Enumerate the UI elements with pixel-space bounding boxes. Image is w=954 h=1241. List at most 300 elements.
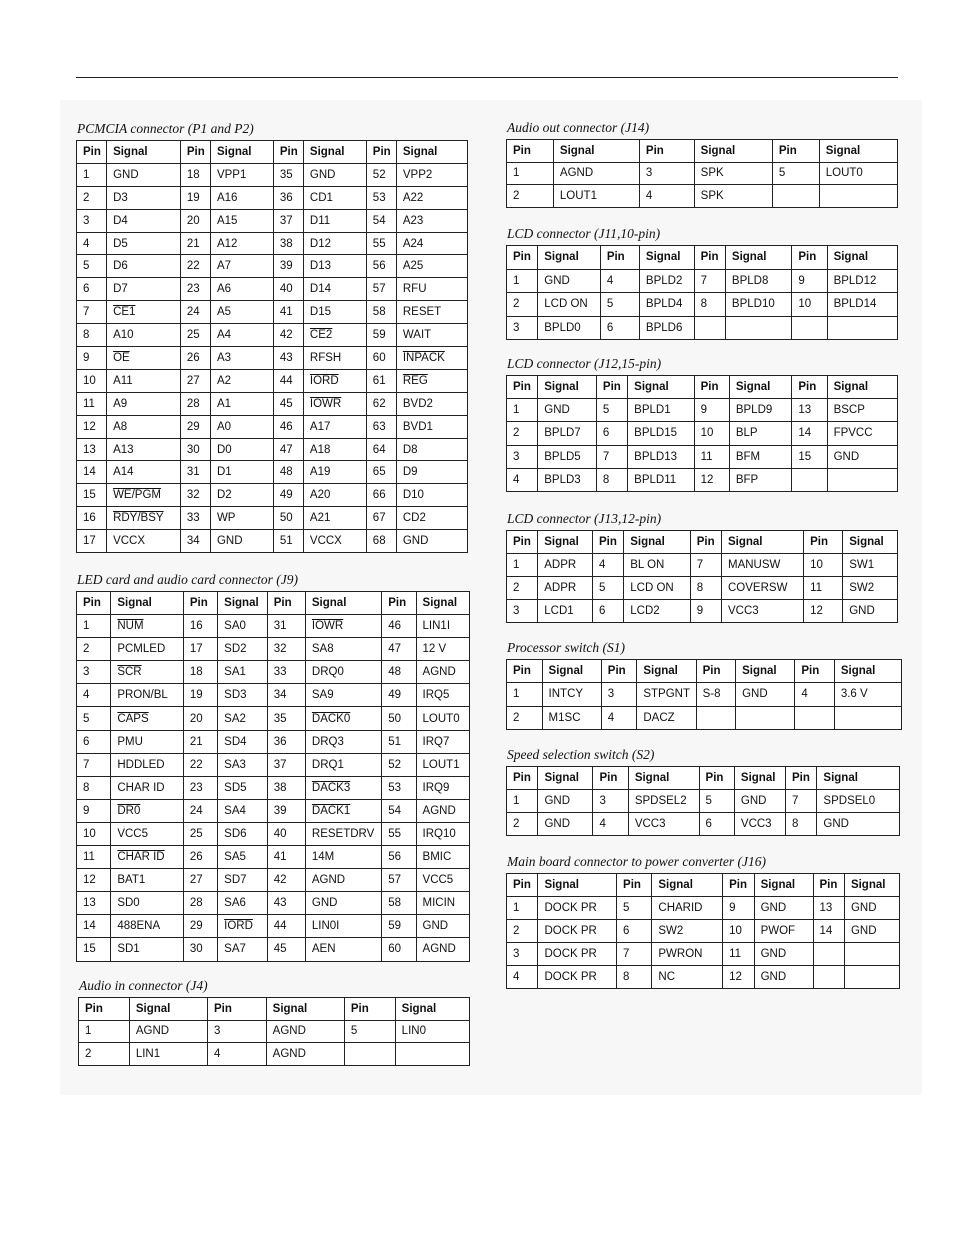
table-row	[507, 813, 900, 836]
signal-cell: PRON/BL	[111, 684, 184, 707]
signal-cell: SA3	[218, 753, 268, 776]
table-row	[77, 822, 470, 845]
pin-header: Pin	[639, 140, 694, 163]
signal-cell: A12	[210, 232, 273, 255]
pin-cell: 12	[804, 600, 843, 623]
pin-cell: 19	[183, 684, 217, 707]
pin-cell: 7	[596, 445, 627, 468]
pin-header: Pin	[795, 660, 835, 683]
signal-cell: A11	[107, 369, 181, 392]
pin-cell: 3	[639, 162, 694, 185]
table-row	[507, 445, 898, 468]
signal-cell: CHAR ID	[111, 846, 184, 869]
signal-cell: LOUT1	[416, 753, 469, 776]
pin-cell: 1	[507, 162, 554, 185]
signal-cell: M1SC	[542, 706, 601, 729]
table-row	[507, 600, 898, 623]
pin-header: Pin	[772, 140, 819, 163]
signal-cell: CD2	[396, 507, 467, 530]
lcd15-table	[506, 375, 898, 492]
pin-cell: 1	[507, 269, 538, 293]
table-row	[77, 278, 468, 301]
table-row	[507, 185, 898, 208]
signal-cell: BFM	[729, 445, 792, 468]
pin-cell: 3	[507, 943, 538, 966]
table-row	[507, 162, 898, 185]
signal-cell: DOCK PR	[538, 943, 617, 966]
pin-cell: 18	[183, 661, 217, 684]
pin-cell: 8	[596, 468, 627, 491]
pin-cell: 4	[795, 683, 835, 706]
signal-cell: CE2	[303, 324, 366, 347]
signal-cell: VCC5	[416, 869, 469, 892]
table-row	[77, 684, 470, 707]
signal-cell: A10	[107, 324, 181, 347]
signal-header: Signal	[754, 874, 813, 897]
signal-cell: A22	[396, 186, 467, 209]
pin-cell: 2	[507, 185, 554, 208]
signal-cell: GND	[734, 790, 785, 813]
signal-header: Signal	[538, 874, 617, 897]
pin-cell: 46	[382, 615, 416, 638]
signal-cell: IRQ10	[416, 822, 469, 845]
signal-cell: SD0	[111, 892, 184, 915]
pin-cell: 5	[600, 293, 639, 317]
pin-cell: 50	[382, 707, 416, 730]
signal-header: Signal	[129, 998, 207, 1021]
pin-cell: 31	[267, 615, 305, 638]
signal-cell: 14M	[305, 846, 381, 869]
pin-cell: 20	[183, 707, 217, 730]
signal-cell: BAT1	[111, 869, 184, 892]
pin-cell: 57	[366, 278, 396, 301]
pin-header: Pin	[804, 531, 843, 554]
pin-cell: 1	[507, 554, 538, 577]
pin-cell: 4	[507, 966, 538, 989]
signal-cell: BPLD7	[538, 422, 597, 445]
signal-header: Signal	[827, 376, 897, 399]
table-row	[507, 554, 898, 577]
signal-header: Signal	[210, 141, 273, 164]
signal-cell: SA8	[305, 638, 381, 661]
pin-cell: 67	[366, 507, 396, 530]
proc-caption: Processor switch (S1)	[507, 640, 625, 655]
signal-cell: A8	[107, 415, 181, 438]
led-section	[76, 571, 470, 962]
pin-cell: 2	[507, 813, 538, 836]
lcd12-section	[506, 510, 898, 623]
pin-cell: 47	[382, 638, 416, 661]
signal-cell: D9	[396, 461, 467, 484]
pin-cell: 16	[77, 507, 107, 530]
pin-cell: 1	[507, 790, 538, 813]
signal-cell: AGND	[266, 1020, 344, 1043]
pin-header: Pin	[366, 141, 396, 164]
signal-cell: SD7	[218, 869, 268, 892]
signal-cell: SA4	[218, 799, 268, 822]
signal-cell: $\overline{OE}$	[107, 347, 181, 370]
signal-cell: IOWR	[305, 615, 381, 638]
pin-cell: 9	[77, 799, 111, 822]
signal-cell: BL ON	[624, 554, 690, 577]
header-row	[507, 660, 902, 683]
signal-cell: MICIN	[416, 892, 469, 915]
pin-cell: 19	[180, 186, 210, 209]
pin-cell: 3	[601, 683, 637, 706]
pin-cell	[694, 316, 725, 340]
signal-cell: A2	[210, 369, 273, 392]
signal-cell: IORD	[303, 369, 366, 392]
signal-cell: FPVCC	[827, 422, 897, 445]
pin-cell: 6	[600, 316, 639, 340]
signal-cell: STPGNT	[637, 683, 696, 706]
table-row	[77, 324, 468, 347]
pin-cell: 3	[208, 1020, 267, 1043]
lcd10-caption: LCD connector (J11,10-pin)	[507, 226, 661, 241]
speed-table	[506, 766, 900, 836]
pin-cell: 60	[366, 347, 396, 370]
pin-cell: 34	[180, 530, 210, 553]
signal-cell	[395, 1043, 469, 1066]
pin-cell: 4	[593, 813, 628, 836]
signal-cell: GND	[396, 530, 467, 553]
pin-cell: 34	[267, 684, 305, 707]
signal-cell: IORD	[218, 915, 268, 938]
signal-header: Signal	[218, 592, 268, 615]
pin-cell	[792, 316, 827, 340]
pin-cell: 2	[507, 293, 538, 317]
pin-header: Pin	[267, 592, 305, 615]
pin-cell: 44	[267, 915, 305, 938]
pin-cell: 4	[601, 706, 637, 729]
signal-cell: GND	[538, 399, 597, 422]
signal-cell: IRQ5	[416, 684, 469, 707]
signal-cell: LCD ON	[538, 293, 601, 317]
table-row	[77, 163, 468, 186]
signal-cell: $\overline{NUM}$	[111, 615, 184, 638]
audio-out-caption: Audio out connector (J14)	[507, 120, 650, 135]
pin-cell: 45	[267, 938, 305, 961]
signal-cell: AGND	[416, 938, 469, 961]
signal-cell: BPLD4	[639, 293, 694, 317]
signal-header: Signal	[628, 767, 699, 790]
pin-header: Pin	[617, 874, 652, 897]
table-row	[79, 1020, 470, 1043]
pin-cell: 5	[699, 790, 734, 813]
signal-cell: SW2	[843, 577, 898, 600]
pin-cell: 8	[785, 813, 816, 836]
signal-cell: NC	[652, 966, 723, 989]
pin-cell: 37	[267, 753, 305, 776]
pin-header: Pin	[507, 246, 538, 270]
signal-cell: PWRON	[652, 943, 723, 966]
pin-cell: 55	[382, 822, 416, 845]
signal-cell: SA1	[218, 661, 268, 684]
table-row	[507, 293, 898, 317]
signal-cell: 12 V	[416, 638, 469, 661]
signal-cell: AGND	[416, 661, 469, 684]
signal-cell: DOCK PR	[538, 920, 617, 943]
pin-cell: 3	[77, 209, 107, 232]
pin-cell: 9	[694, 399, 729, 422]
signal-header: Signal	[827, 246, 897, 270]
pin-cell: 24	[180, 301, 210, 324]
table-row	[77, 301, 468, 324]
pin-cell: 66	[366, 484, 396, 507]
signal-cell: SPK	[694, 185, 772, 208]
signal-cell: LOUT0	[416, 707, 469, 730]
pcmcia-table	[76, 140, 468, 553]
pin-header: Pin	[507, 660, 543, 683]
pin-cell: 42	[267, 869, 305, 892]
signal-cell: DACZ	[637, 706, 696, 729]
table-row	[507, 468, 898, 491]
pin-cell: 51	[273, 530, 303, 553]
pin-cell: 27	[183, 869, 217, 892]
signal-cell: LOUT1	[553, 185, 639, 208]
audio-out-table	[506, 139, 898, 208]
table-row	[507, 897, 900, 920]
table-row	[77, 915, 470, 938]
signal-header: Signal	[722, 531, 804, 554]
signal-cell: CAPS	[111, 707, 184, 730]
signal-header: Signal	[624, 531, 690, 554]
audio-in-caption: Audio in connector (J4)	[79, 978, 208, 993]
pcmcia-section	[76, 120, 468, 553]
pin-cell: 24	[183, 799, 217, 822]
header-row	[507, 531, 898, 554]
signal-cell: A15	[210, 209, 273, 232]
table-row	[507, 316, 898, 340]
pin-cell: 9	[723, 897, 754, 920]
table-row	[77, 438, 468, 461]
pin-cell: 22	[183, 753, 217, 776]
signal-cell: SA6	[218, 892, 268, 915]
signal-cell: A19	[303, 461, 366, 484]
signal-cell: GND	[817, 813, 900, 836]
pin-cell: 2	[79, 1043, 130, 1066]
pin-cell: 8	[77, 776, 111, 799]
signal-cell: $\overline{REG}$	[396, 369, 467, 392]
pin-header: Pin	[507, 531, 538, 554]
pin-cell: 3	[507, 316, 538, 340]
pin-cell: 2	[77, 638, 111, 661]
table-row	[77, 369, 468, 392]
header-row	[507, 874, 900, 897]
signal-cell: WAIT	[396, 324, 467, 347]
pin-cell: 10	[77, 369, 107, 392]
signal-cell: $\overline{SCR}$	[111, 661, 184, 684]
signal-cell: A14	[107, 461, 181, 484]
signal-cell: A6	[210, 278, 273, 301]
signal-cell: BPLD2	[639, 269, 694, 293]
signal-cell: BMIC	[416, 846, 469, 869]
signal-cell: INTCY	[542, 683, 601, 706]
pin-cell: 39	[273, 255, 303, 278]
pin-cell: 54	[382, 799, 416, 822]
speed-caption: Speed selection switch (S2)	[507, 747, 655, 762]
pin-header: Pin	[785, 767, 816, 790]
pin-header: Pin	[699, 767, 734, 790]
pin-cell: 59	[382, 915, 416, 938]
pin-cell: 31	[180, 461, 210, 484]
pin-cell: 65	[366, 461, 396, 484]
pin-cell: 64	[366, 438, 396, 461]
signal-cell: VCC3	[628, 813, 699, 836]
pin-cell: 2	[507, 920, 538, 943]
pin-cell: 18	[180, 163, 210, 186]
signal-header: Signal	[639, 246, 694, 270]
pin-cell: 36	[273, 186, 303, 209]
table-row	[77, 415, 468, 438]
pin-cell: 52	[366, 163, 396, 186]
pin-cell: 9	[690, 600, 721, 623]
signal-cell: D15	[303, 301, 366, 324]
audio-out-section	[506, 119, 898, 208]
signal-cell: SPDSEL2	[628, 790, 699, 813]
pin-cell: 33	[267, 661, 305, 684]
signal-cell: SD6	[218, 822, 268, 845]
pin-cell: 53	[382, 776, 416, 799]
pin-cell: 57	[382, 869, 416, 892]
audio-in-section	[78, 977, 470, 1066]
pin-cell: 5	[772, 162, 819, 185]
pin-cell: 1	[77, 615, 111, 638]
signal-cell: BPLD0	[538, 316, 601, 340]
pin-cell: 3	[593, 790, 628, 813]
pin-header: Pin	[507, 376, 538, 399]
signal-cell: PMU	[111, 730, 184, 753]
pin-cell: 20	[180, 209, 210, 232]
signal-cell: A13	[107, 438, 181, 461]
signal-cell: GND	[754, 897, 813, 920]
signal-cell: DOCK PR	[538, 897, 617, 920]
table-row	[507, 399, 898, 422]
signal-header: Signal	[538, 531, 593, 554]
signal-cell: 3.6 V	[834, 683, 901, 706]
pin-cell: 13	[813, 897, 844, 920]
signal-header: Signal	[266, 998, 344, 1021]
pin-cell: S-8	[696, 683, 736, 706]
signal-cell: GND	[736, 683, 795, 706]
signal-cell: SD5	[218, 776, 268, 799]
table-row	[507, 577, 898, 600]
pin-cell: 14	[77, 915, 111, 938]
pin-cell	[344, 1043, 395, 1066]
signal-cell: BLP	[729, 422, 792, 445]
main-caption: Main board connector to power converter (J16)	[507, 854, 766, 869]
signal-cell: AGND	[305, 869, 381, 892]
table-row	[77, 484, 468, 507]
signal-cell: D6	[107, 255, 181, 278]
pin-header: Pin	[507, 140, 554, 163]
pin-cell	[792, 468, 827, 491]
pin-cell: 6	[699, 813, 734, 836]
pin-cell: 41	[267, 846, 305, 869]
pin-header: Pin	[208, 998, 267, 1021]
signal-cell	[834, 706, 901, 729]
table-row	[507, 920, 900, 943]
signal-cell: SD3	[218, 684, 268, 707]
signal-cell: D7	[107, 278, 181, 301]
pin-cell: 35	[273, 163, 303, 186]
pin-cell: 13	[792, 399, 827, 422]
pin-cell: 10	[804, 554, 843, 577]
pin-cell: 61	[366, 369, 396, 392]
header-row	[507, 376, 898, 399]
signal-cell: DACK0	[305, 707, 381, 730]
pin-cell: 5	[596, 399, 627, 422]
pin-cell: 5	[344, 1020, 395, 1043]
pin-cell: 56	[366, 255, 396, 278]
pin-header: Pin	[382, 592, 416, 615]
table-row	[77, 753, 470, 776]
main-table	[506, 873, 900, 989]
signal-header: Signal	[628, 376, 694, 399]
pin-cell: 7	[785, 790, 816, 813]
signal-cell: BPLD6	[639, 316, 694, 340]
signal-cell: RESETDRV	[305, 822, 381, 845]
signal-cell: LCD2	[624, 600, 690, 623]
signal-cell: LIN1I	[416, 615, 469, 638]
pin-cell: 48	[382, 661, 416, 684]
pin-cell: 6	[77, 278, 107, 301]
speed-section	[506, 746, 900, 836]
signal-cell: D5	[107, 232, 181, 255]
signal-header: Signal	[637, 660, 696, 683]
pin-header: Pin	[593, 531, 624, 554]
table-row	[77, 392, 468, 415]
pin-header: Pin	[183, 592, 217, 615]
pin-cell: 45	[273, 392, 303, 415]
table-row	[77, 530, 468, 553]
signal-header: Signal	[694, 140, 772, 163]
signal-cell: SD2	[218, 638, 268, 661]
pin-cell: 53	[366, 186, 396, 209]
signal-cell: SA9	[305, 684, 381, 707]
pin-cell: 28	[180, 392, 210, 415]
signal-cell: GND	[844, 897, 899, 920]
pin-cell: 6	[596, 422, 627, 445]
pin-cell: 10	[723, 920, 754, 943]
pin-cell: 50	[273, 507, 303, 530]
pin-cell: 7	[77, 753, 111, 776]
audio-in-table	[78, 997, 470, 1066]
signal-cell: CD1	[303, 186, 366, 209]
pin-cell: 40	[273, 278, 303, 301]
signal-cell: DACK1	[305, 799, 381, 822]
signal-cell: BPLD3	[538, 468, 597, 491]
signal-header: Signal	[736, 660, 795, 683]
pin-cell: 4	[77, 232, 107, 255]
signal-cell: D1	[210, 461, 273, 484]
pin-cell: 7	[617, 943, 652, 966]
signal-header: Signal	[817, 767, 900, 790]
signal-cell: IOWR	[303, 392, 366, 415]
pcmcia-caption: PCMCIA connector (P1 and P2)	[77, 121, 254, 136]
pin-cell: 29	[183, 915, 217, 938]
signal-header: Signal	[396, 141, 467, 164]
pin-header: Pin	[593, 767, 628, 790]
signal-cell: LIN0I	[305, 915, 381, 938]
lcd12-table	[506, 530, 898, 623]
table-row	[77, 347, 468, 370]
signal-cell: BVD2	[396, 392, 467, 415]
signal-cell: D0	[210, 438, 273, 461]
pin-cell: 4	[639, 185, 694, 208]
pin-cell: 1	[507, 897, 538, 920]
signal-header: Signal	[303, 141, 366, 164]
